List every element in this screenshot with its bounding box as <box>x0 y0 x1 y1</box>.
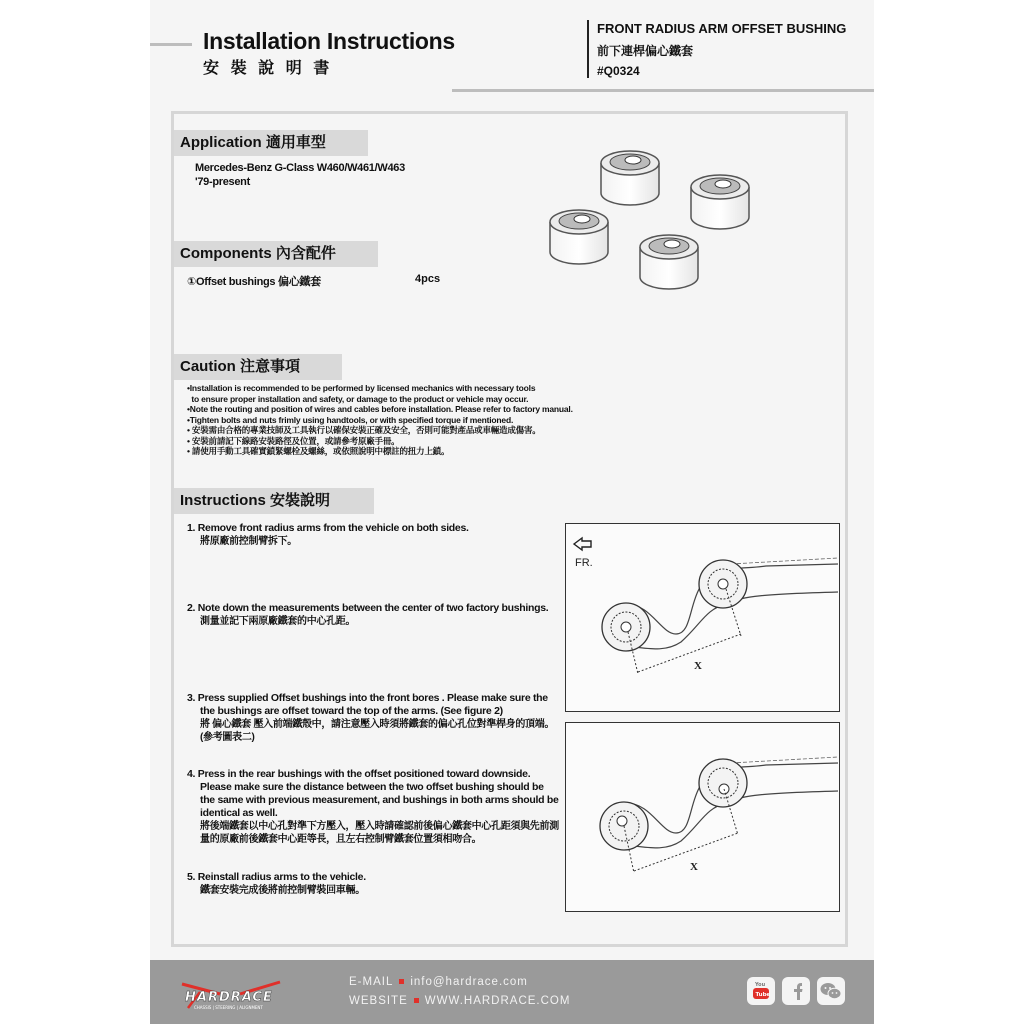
bushing-1 <box>601 151 659 205</box>
bullet-icon <box>399 979 404 984</box>
caution-line: • 安裝需由合格的專業技師及工具執行以確保安裝正確及安全，否則可能對產品或車輛造成傷害。 <box>187 425 541 435</box>
website-link[interactable]: WWW.HARDRACE.COM <box>424 995 571 1007</box>
step-text: 1. Remove front radius arms from the vehicle on both sides. <box>187 522 469 534</box>
step-text-chinese: 將後端鐵套以中心孔對準下方壓入，壓入時請確認前後偏心鐵套中心孔距須與先前測量的原廠前後鐵套中心距等長，且左右控制臂鐵套位置須相吻合。 <box>200 821 559 845</box>
caution-line: •Installation is recommended to be performed by licensed mechanics with necessary tools <box>187 383 536 393</box>
contact-website <box>349 995 570 1007</box>
svg-text:Tube: Tube <box>755 992 771 998</box>
bushing-2 <box>691 175 749 229</box>
caution-line: • 請使用手動工具確實鎖緊螺栓及螺絲，或依照說明中標註的扭力上鎖。 <box>187 446 450 456</box>
instructions-heading: Instructions 安裝說明 <box>174 488 374 514</box>
step-text-chinese: 將原廠前控制臂拆下。 <box>200 536 297 547</box>
caution-line: •Note the routing and position of wires and cables before installation. Please refer to factory manual. <box>187 404 573 414</box>
header-rule-left <box>150 43 192 46</box>
radius-arm-diagram-offset <box>566 723 838 910</box>
components-heading: Components 內含配件 <box>174 241 378 267</box>
front-arrow-icon <box>574 538 591 550</box>
bushing-4 <box>640 235 698 289</box>
bushings-illustration <box>540 140 770 300</box>
caution-heading: Caution 注意事項 <box>174 354 342 380</box>
step-text-chinese: 鐵套安裝完成後將前控制臂裝回車輛。 <box>200 885 365 896</box>
component-quantity: 4pcs <box>415 273 441 285</box>
header-rule-right <box>452 89 874 92</box>
application-text <box>195 161 405 189</box>
instruction-step-5 <box>187 871 563 897</box>
caution-list <box>187 383 573 457</box>
instruction-step-4 <box>187 768 559 846</box>
measurement-x-label: X <box>690 861 698 873</box>
bushing-3 <box>550 210 608 264</box>
instruction-step-2 <box>187 602 567 628</box>
wechat-icon[interactable] <box>817 977 845 1005</box>
svg-text:HARDRACE: HARDRACE <box>185 990 273 1005</box>
page-title-chinese: 安 裝 說 明 書 <box>203 58 333 77</box>
figure-2 <box>565 722 840 912</box>
application-heading: Application 適用車型 <box>174 130 368 156</box>
application-years: '79-present <box>195 176 250 188</box>
radius-arm-diagram-factory <box>566 524 838 710</box>
youtube-icon[interactable] <box>747 977 775 1005</box>
instruction-step-3 <box>187 692 559 744</box>
bullet-icon <box>414 998 419 1003</box>
front-label: FR. <box>575 557 593 569</box>
step-text: 5. Reinstall radius arms to the vehicle. <box>187 871 366 883</box>
website-label: WEBSITE <box>349 995 408 1007</box>
email-link[interactable]: info@hardrace.com <box>410 976 528 988</box>
step-text-chinese: 將 偏心鐵套 壓入前端鐵殼中，請注意壓入時須將鐵套的偏心孔位對準桿身的頂端。(參考圖表二) <box>200 719 555 743</box>
step-text: 3. Press supplied Offset bushings into the front bores . Please make sure the the bushings are offset toward the top of the arms. (See figure 2) <box>187 692 548 717</box>
caution-line: to ensure proper installation and safety, or damage to the product or vehicle may occur. <box>187 393 529 404</box>
contact-email <box>349 976 528 988</box>
hardrace-logo <box>180 980 315 1010</box>
svg-text:CHASSIS | STEERING | ALIGNMENT: CHASSIS | STEERING | ALIGNMENT <box>194 1005 263 1010</box>
instruction-step-1 <box>187 522 563 548</box>
product-name: FRONT RADIUS ARM OFFSET BUSHING <box>597 21 847 36</box>
caution-line: •Tighten bolts and nuts frimly using handtools, or with specified torque if mentioned. <box>187 414 514 425</box>
step-text-chinese: 測量並記下兩原廠鐵套的中心孔距。 <box>200 616 356 627</box>
caution-line: • 安裝前請記下線路安裝路徑及位置，或請參考原廠手冊。 <box>187 435 400 446</box>
page-title: Installation Instructions <box>203 28 455 54</box>
header-divider <box>587 20 589 78</box>
component-item: ①Offset bushings 偏心鐵套 <box>187 276 321 288</box>
application-vehicle: Mercedes-Benz G-Class W460/W461/W463 <box>195 162 405 174</box>
product-code: #Q0324 <box>597 64 640 78</box>
step-text: 2. Note down the measurements between the center of two factory bushings. <box>187 602 549 614</box>
figure-1 <box>565 523 840 712</box>
measurement-x-label: X <box>694 660 702 672</box>
email-label: E-MAIL <box>349 976 394 988</box>
svg-text:You: You <box>755 982 766 988</box>
product-name-chinese: 前下連桿偏心鐵套 <box>597 44 694 58</box>
facebook-icon[interactable] <box>782 977 810 1005</box>
step-text: 4. Press in the rear bushings with the offset positioned toward downside. Please make sure the distance between the two offset bushing should be the same with previous measurement, and bushings in both arms should be identical as well. <box>187 768 559 819</box>
